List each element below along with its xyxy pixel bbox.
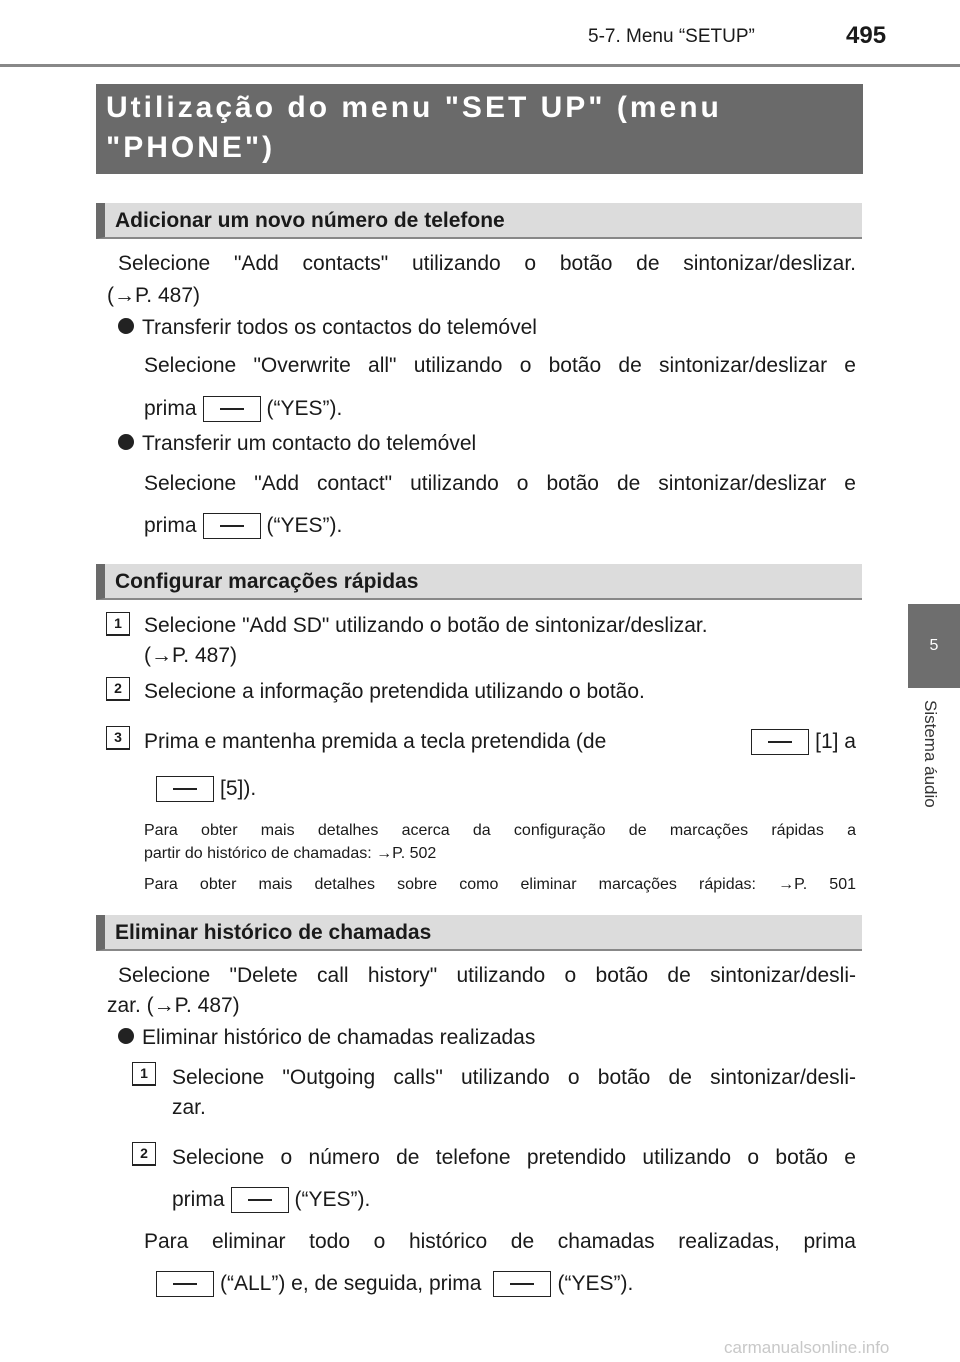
s3-step1-line2: zar.	[172, 1096, 206, 1119]
s2-step1-line1: Selecione "Add SD" utilizando o botão de sintonizar/deslizar.	[144, 614, 708, 637]
preset-5-button-icon	[156, 776, 214, 802]
yes-button-icon	[203, 396, 261, 422]
s2-step1-ref: (→P. 487)	[144, 644, 237, 667]
chapter-label: Sistema áudio	[921, 700, 940, 808]
s1-b1-line1: Selecione "Overwrite all" utilizando o botão de sintonizar/deslizar e	[144, 354, 856, 377]
s3-step1-line1: Selecione "Outgoing calls" utilizando o botão de sintonizar/desli-	[172, 1066, 856, 1089]
step-number: 1	[132, 1062, 156, 1086]
yes-button-icon	[203, 513, 261, 539]
s3-step2-line1: Selecione o número de telefone pretendido utilizando o botão e	[172, 1146, 856, 1169]
s2-note1-line2: partir do histórico de chamadas: →P. 502	[144, 845, 437, 862]
s3-intro-line1: Selecione "Delete call history" utilizando o botão de sintonizar/desli-	[118, 964, 856, 987]
s3-all-line1: Para eliminar todo o histórico de chamadas realizadas, prima	[144, 1230, 856, 1253]
step-number: 2	[132, 1142, 156, 1166]
watermark: carmanualsonline.info	[724, 1338, 890, 1357]
yes-button-icon	[493, 1271, 551, 1297]
yes-button-icon	[231, 1187, 289, 1213]
section-heading-add-number: Adicionar um novo número de telefone	[96, 203, 862, 239]
preset-1-button-icon	[751, 729, 809, 755]
s1-bullet-2: Transferir um contacto do telemóvel	[118, 430, 476, 458]
s1-b2-line2: prima (“YES”).	[144, 512, 342, 540]
section-title: 5-7. Menu “SETUP”	[588, 26, 755, 47]
s1-intro-line1: Selecione "Add contacts" utilizando o botão de sintonizar/deslizar.	[118, 252, 856, 275]
all-button-icon	[156, 1271, 214, 1297]
s3-all-line2: (“ALL”) e, de seguida, prima (“YES”).	[144, 1270, 633, 1298]
s1-bullet-1: Transferir todos os contactos do telemóvel	[118, 314, 537, 342]
bullet-icon	[118, 318, 134, 334]
bullet-icon	[118, 434, 134, 450]
bullet-icon	[118, 1028, 134, 1044]
section-heading-delete-history: Eliminar histórico de chamadas	[96, 915, 862, 951]
chapter-tab: 5	[908, 604, 960, 688]
s2-step3-key-group: [1] a	[745, 728, 856, 756]
header-divider	[0, 64, 960, 67]
s3-step2-line2: prima (“YES”).	[172, 1186, 370, 1214]
step-number: 1	[106, 612, 130, 636]
step-number: 3	[106, 726, 130, 750]
step-number: 2	[106, 677, 130, 701]
s2-step2-line1: Selecione a informação pretendida utilizando o botão.	[144, 680, 645, 703]
s2-note1-line1: Para obter mais detalhes acerca da configuração de marcações rápidas a	[144, 822, 856, 839]
page-number: 495	[846, 22, 887, 49]
s3-intro-ref: zar. (→P. 487)	[107, 994, 240, 1017]
s2-step3-line2: [5]).	[144, 775, 256, 803]
page-title: Utilização do menu "SET UP" (menu "PHONE")	[96, 84, 863, 174]
section-heading-speed-dial: Configurar marcações rápidas	[96, 564, 862, 600]
s2-step3-line1: Prima e mantenha premida a tecla pretendida (de [1] a	[144, 728, 856, 756]
s2-note2: Para obter mais detalhes sobre como eliminar marcações rápidas: →P. 501	[144, 876, 856, 893]
s3-bullet-1: Eliminar histórico de chamadas realizadas	[118, 1024, 535, 1052]
s1-b1-line2: prima (“YES”).	[144, 395, 342, 423]
s1-b2-line1: Selecione "Add contact" utilizando o botão de sintonizar/deslizar e	[144, 472, 856, 495]
s1-intro-ref: (→P. 487)	[107, 284, 200, 307]
